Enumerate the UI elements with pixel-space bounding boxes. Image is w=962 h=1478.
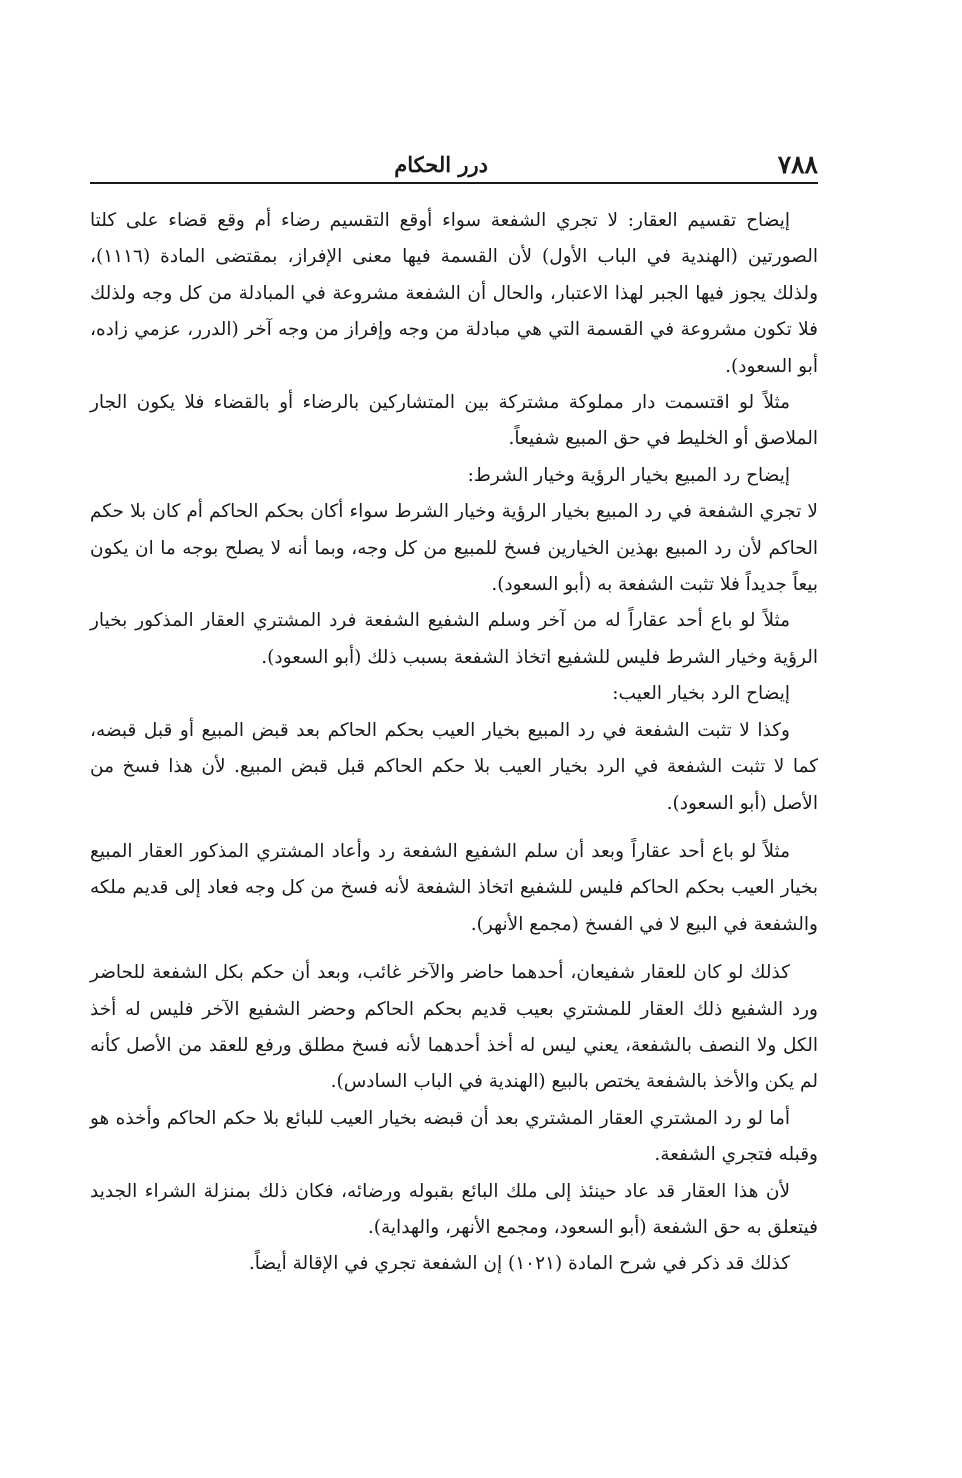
header-rule [90, 182, 818, 184]
paragraph: مثلاً لو باع أحد عقاراً له من آخر وسلم الشفيع الشفعة فرد المشتري العقار المذكور بخيار الرؤية وخيار الشرط فليس للشفيع اتخاذ الشفعة بسبب ذلك (أبو السعود). [90, 610, 818, 668]
section-heading: إيضاح الرد بخيار العيب: [612, 683, 790, 705]
page-number: ٧٨٨ [777, 150, 818, 179]
paragraph: كذلك قد ذكر في شرح المادة (١٠٢١) إن الشفعة تجري في الإقالة أيضاً. [248, 1253, 790, 1275]
running-title: درر الحكام [394, 152, 488, 177]
page-header [90, 150, 818, 184]
paragraph: إيضاح تقسيم العقار: لا تجري الشفعة سواء أوقع التقسيم رضاء أم وقع قضاء على كلتا الصورتين (الهندية في الباب الأول) لأن القسمة فيها معنى الإفراز، بمقتضى المادة (١١١٦)، ولذلك يجوز فيها الجبر لهذا الاعتبار، والحال أن الشفعة مشروعة في المبادلة من كل وجه ولذلك فلا تكون مشروعة في القسمة التي هي مبادلة من وجه وإفراز من وجه آخر (الدرر، عزمي زاده، أبو السعود). [90, 210, 818, 377]
paragraph: كذلك لو كان للعقار شفيعان، أحدهما حاضر والآخر غائب، وبعد أن حكم بكل الشفعة للحاضر ورد الشفيع ذلك العقار للمشتري بعيب قديم بحكم الحاكم وحضر الشفيع الآخر فليس له أخذ الكل ولا النصف بالشفعة، يعني ليس له أخذ أحدهما لأنه فسخ مطلق ورفع للعقد من الأصل كأنه لم يكن والأخذ بالشفعة يختص بالبيع (الهندية في الباب السادس). [90, 962, 818, 1093]
paragraph: أما لو رد المشتري العقار المشتري بعد أن قبضه بخيار العيب للبائع بلا حكم الحاكم وأخذه هو وقبله فتجري الشفعة. [90, 1107, 818, 1166]
section-heading: إيضاح رد المبيع بخيار الرؤية وخيار الشرط: [467, 464, 790, 486]
paragraph: لا تجري الشفعة في رد المبيع بخيار الرؤية وخيار الشرط سواء أكان بحكم الحاكم أم كان بلا حكم الحاكم لأن رد المبيع بهذين الخيارين فسخ للمبيع من كل وجه، وبما أنه لا يصلح بوجه ما ان يكون بيعاً جديداً فلا تثبت الشفعة به (أبو السعود). [90, 501, 818, 596]
paragraph: وكذا لا تثبت الشفعة في رد المبيع بخيار العيب بحكم الحاكم بعد قبض المبيع أو قبل قبضه، كما لا تثبت الشفعة في الرد بخيار العيب بلا حكم الحاكم قبل قبض المبيع. لأن هذا فسخ من الأصل (أبو السعود). [90, 719, 818, 814]
paragraph: لأن هذا العقار قد عاد حينئذ إلى ملك البائع بقبوله ورضائه، فكان ذلك بمنزلة الشراء الجديد فيتعلق به حق الشفعة (أبو السعود، ومجمع الأنهر، والهداية). [90, 1180, 818, 1238]
body-text [90, 203, 818, 1283]
paragraph: مثلاً لو اقتسمت دار مملوكة مشتركة بين المتشاركين بالرضاء أو بالقضاء فلا يكون الجار الملاصق أو الخليط في حق المبيع شفيعاً. [90, 392, 818, 450]
paragraph: مثلاً لو باع أحد عقاراً وبعد أن سلم الشفيع الشفعة رد وأعاد المشتري المذكور العقار المبيع بخيار العيب بحكم الحاكم فليس للشفيع اتخاذ الشفعة لأنه فسخ من كل وجه فعاد إلى قديم ملكه والشفعة في البيع لا في الفسخ (مجمع الأنهر). [90, 840, 818, 935]
